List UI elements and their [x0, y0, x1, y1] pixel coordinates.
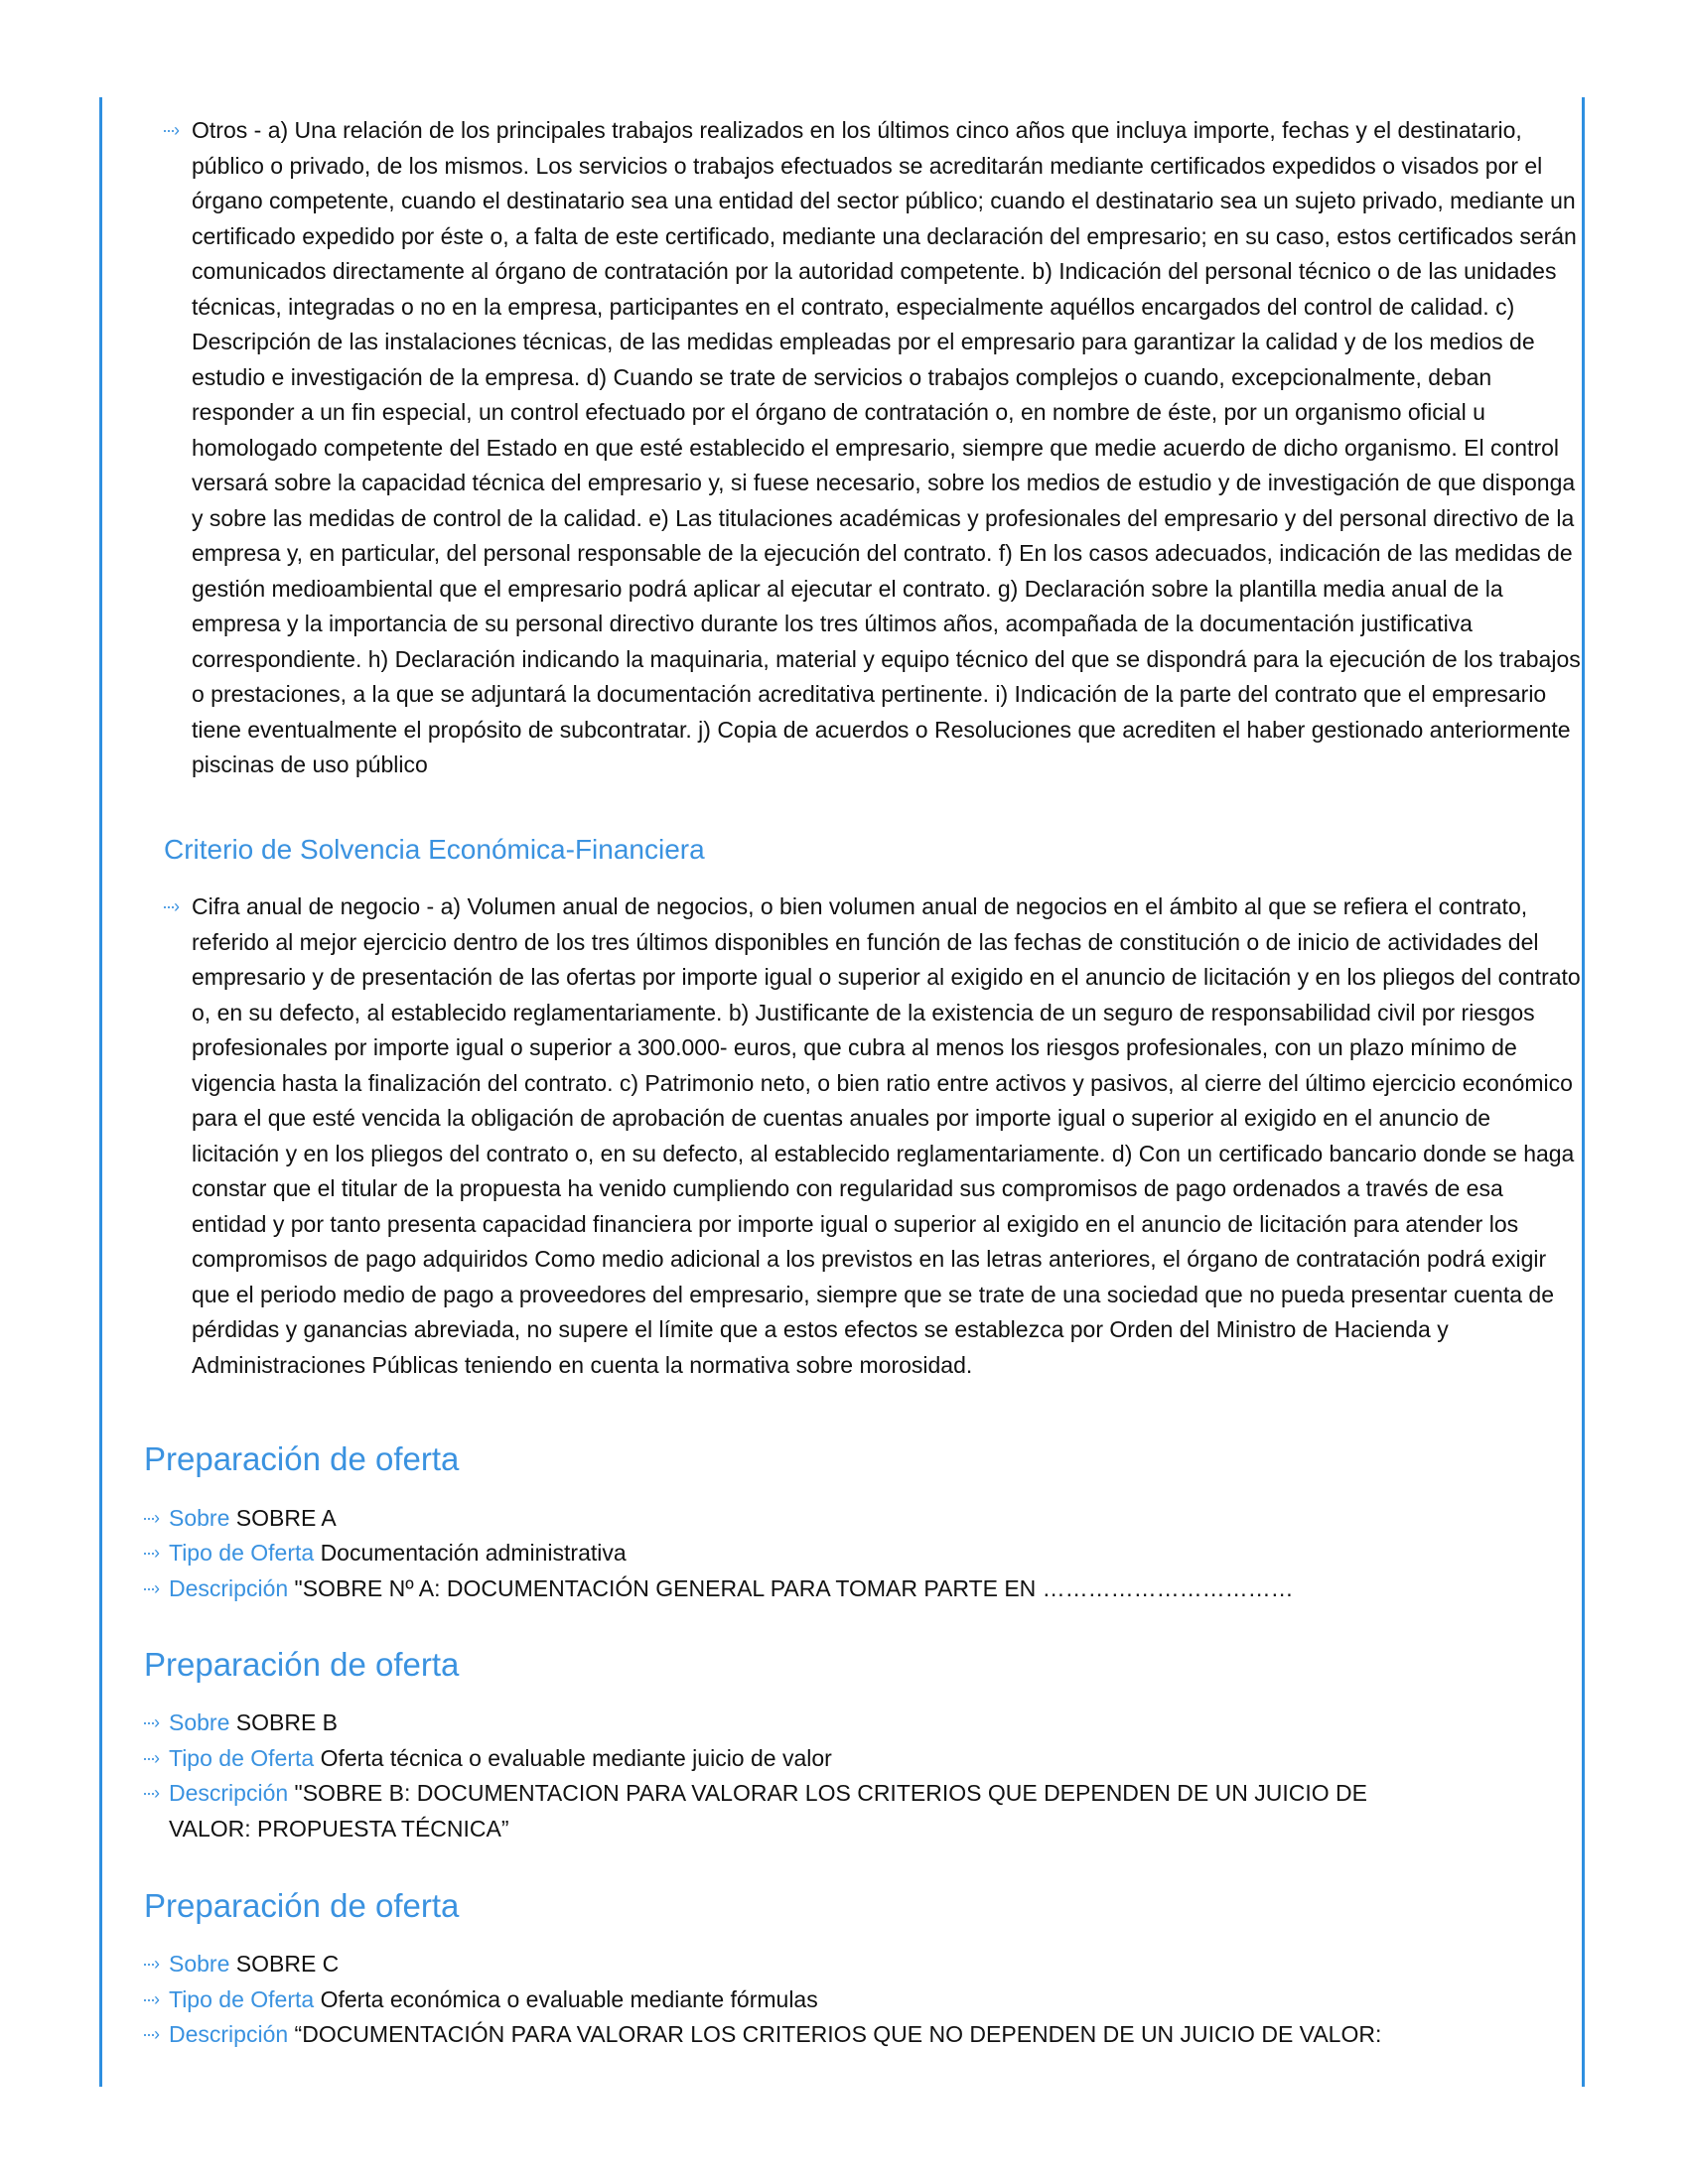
solvencia-tecnica-body: a) Una relación de los principales trabajos realizados en los últimos cinco años que incluya importe, fechas y el destinatario, público o privado, de los mismos. Los servicios o trabajos efectuados se acreditarán mediante certificados expedidos o visados por el órgano competente, cuando el destinatario sea una entidad del sector público; cuando el destinatario sea un sujeto privado, mediante un certificado expedido por éste o, a falta de este certificado, mediante una declaración del empresario; en su caso, estos certificados serán comunicados directamente al órgano de contratación por la autoridad competente. b) Indicación del personal técnico o de las unidades técnicas, integradas o no en la empresa, participantes en el contrato, especialmente aquéllos encargados del control de calidad. c) Descripción de las instalaciones técnicas, de las medidas empleadas por el empresario para garantizar la calidad y de los medios de estudio e investigación de la empresa. d) Cuando se trate de servicios o trabajos complejos o cuando, excepcionalmente, deban responder a un fin especial, un control efectuado por el órgano de contratación o, en nombre de éste, por un organismo oficial u homologado competente del Estado en que esté establecido el empresario, siempre que medie acuerdo de dicho organismo. El control versará sobre la capacidad técnica del empresario y, si fuese necesario, sobre los medios de estudio y de investigación de que disponga y sobre las medidas de control de la calidad. e) Las titulaciones académicas y profesionales del empresario y del personal directivo de la empresa y, en particular, del personal responsable de la ejecución del contrato. f) En los casos adecuados, indicación de las medidas de gestión medioambiental que el empresario podrá aplicar al ejecutar el contrato. g) Declaración sobre la plantilla media anual de la empresa y la importancia de su personal directivo durante los tres últimos años, acompañada de la documentación justificativa correspondiente. h) Declaración indicando la maquinaria, material y equipo técnico del que se dispondrá para la ejecución de los trabajos o prestaciones, a la que se adjuntará la documentación acreditativa pertinente. i) Indicación de la parte del contrato que el empresario tiene eventualmente el propósito de subcontratar. j) Copia de acuerdos o Resoluciones que acrediten el haber gestionado anteriormente piscinas de uso público — [192, 117, 1581, 777]
dotted-arrow-icon: ···› — [142, 1989, 158, 2009]
separator: - — [420, 893, 441, 919]
descripcion-label: Descripción — [169, 1575, 289, 1601]
dotted-arrow-icon: ···› — [142, 1508, 158, 1528]
solvencia-economica-heading: Criterio de Solvencia Económica-Financiera — [164, 834, 705, 865]
tipo-oferta-label: Tipo de Oferta — [169, 1540, 315, 1566]
oferta-b-heading: Preparación de oferta — [144, 1646, 460, 1683]
separator: - — [247, 117, 268, 143]
tipo-oferta-value: Oferta técnica o evaluable mediante juicio de valor — [320, 1745, 832, 1771]
oferta-a-heading: Preparación de oferta — [144, 1440, 460, 1477]
tipo-oferta-label: Tipo de Oferta — [169, 1986, 315, 2012]
dotted-arrow-icon: ···› — [162, 120, 178, 140]
dotted-arrow-icon: ···› — [142, 1578, 158, 1598]
dotted-arrow-icon: ···› — [142, 1954, 158, 1974]
oferta-c-descripcion — [142, 2017, 1582, 2053]
page-frame — [99, 97, 1585, 2087]
oferta-b-descripcion — [142, 1776, 1582, 1846]
descripcion-value: "SOBRE Nº A: DOCUMENTACIÓN GENERAL PARA TOMAR PARTE EN …………………………… — [294, 1575, 1294, 1601]
dotted-arrow-icon: ···› — [142, 1783, 158, 1803]
dotted-arrow-icon: ···› — [162, 896, 178, 916]
oferta-a-descripcion — [142, 1571, 1582, 1607]
solvencia-tecnica-text — [192, 113, 1582, 783]
sobre-value: SOBRE A — [235, 1505, 337, 1531]
tipo-oferta-value: Documentación administrativa — [320, 1540, 627, 1566]
oferta-b-sobre — [142, 1706, 1582, 1741]
solvencia-tecnica-label: Otros — [192, 117, 248, 143]
sobre-value: SOBRE C — [235, 1951, 340, 1977]
oferta-c-sobre — [142, 1947, 1582, 1982]
descripcion-value: “DOCUMENTACIÓN PARA VALORAR LOS CRITERIOS QUE NO DEPENDEN DE UN JUICIO DE VALOR: — [294, 2021, 1382, 2047]
oferta-b-tipo — [142, 1741, 1582, 1777]
tipo-oferta-label: Tipo de Oferta — [169, 1745, 315, 1771]
solvencia-economica-item — [162, 889, 1582, 1383]
dotted-arrow-icon: ···› — [142, 1712, 158, 1732]
dotted-arrow-icon: ···› — [142, 1543, 158, 1563]
sobre-label: Sobre — [169, 1505, 230, 1531]
descripcion-value-line1: "SOBRE B: DOCUMENTACION PARA VALORAR LOS CRITERIOS QUE DEPENDEN DE UN JUICIO DE — [294, 1780, 1367, 1806]
dotted-arrow-icon: ···› — [142, 2024, 158, 2044]
oferta-c-tipo — [142, 1982, 1582, 2018]
solvencia-economica-body: a) Volumen anual de negocios, o bien volumen anual de negocios en el ámbito al que se refiera el contrato, referido al mejor ejercicio dentro de los tres últimos disponibles en función de las fechas de constitución o de inicio de actividades del empresario y de presentación de las ofertas por importe igual o superior al exigido en el anuncio de licitación y en los pliegos del contrato o, en su defecto, al establecido reglamentariamente. b) Justificante de la existencia de un seguro de responsabilidad civil por riesgos profesionales por importe igual o superior a 300.000- euros, que cubra al menos los riesgos profesionales, con un plazo mínimo de vigencia hasta la finalización del contrato. c) Patrimonio neto, o bien ratio entre activos y pasivos, al cierre del último ejercicio económico para el que esté vencida la obligación de aprobación de cuentas anuales por importe igual o superior al exigido en el anuncio de licitación y en los pliegos del contrato o, en su defecto, al establecido reglamentariamente. d) Con un certificado bancario donde se haga constar que el titular de la propuesta ha venido cumpliendo con regularidad sus compromisos de pago ordenados a través de esa entidad y por tanto presenta capacidad financiera por importe igual o superior al exigido en el anuncio de licitación para atender los compromisos de pago adquiridos Como medio adicional a los previstos en las letras anteriores, el órgano de contratación podrá exigir que el periodo medio de pago a proveedores del empresario, siempre que se trate de una sociedad que no pueda presentar cuenta de pérdidas y ganancias abreviada, no supere el límite que a estos efectos se establezca por Orden del Ministro de Hacienda y Administraciones Públicas teniendo en cuenta la normativa sobre morosidad. — [192, 893, 1581, 1378]
tipo-oferta-value: Oferta económica o evaluable mediante fórmulas — [320, 1986, 818, 2012]
sobre-value: SOBRE B — [235, 1709, 339, 1735]
oferta-c-heading: Preparación de oferta — [144, 1887, 460, 1924]
solvencia-economica-label: Cifra anual de negocio — [192, 893, 421, 919]
sobre-label: Sobre — [169, 1709, 230, 1735]
descripcion-label: Descripción — [169, 2021, 289, 2047]
dotted-arrow-icon: ···› — [142, 1748, 158, 1768]
oferta-a-tipo — [142, 1536, 1582, 1571]
sobre-label: Sobre — [169, 1951, 230, 1977]
solvencia-economica-text — [192, 889, 1582, 1383]
descripcion-value-line2: VALOR: PROPUESTA TÉCNICA” — [169, 1815, 509, 1842]
descripcion-label: Descripción — [169, 1780, 289, 1806]
solvencia-tecnica-item — [162, 113, 1582, 783]
oferta-a-sobre — [142, 1501, 1582, 1537]
